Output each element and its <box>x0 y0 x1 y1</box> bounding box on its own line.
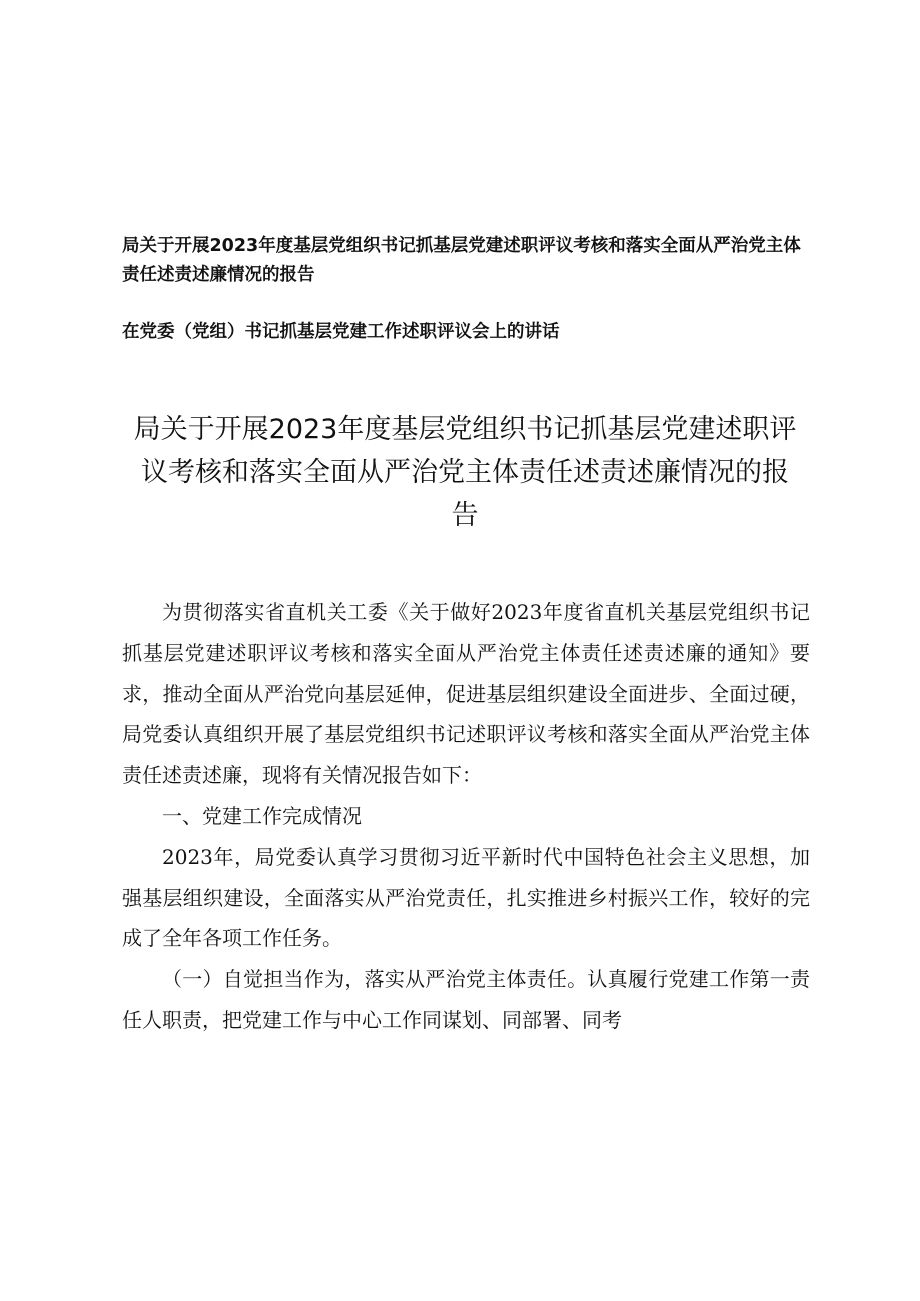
document-body <box>122 592 810 1041</box>
intro-paragraph: 为贯彻落实省直机关工委《关于做好2023年度省直机关基层党组织书记抓基层党建述职评议考核和落实全面从严治党主体责任述责述廉的通知》要求，推动全面从严治党向基层延伸，促进基层组织建设全面进步、全面过硬，局党委认真组织开展了基层党组织书记述职评议考核和落实全面从严治党主体责任述责述廉，现将有关情况报告如下： <box>122 600 810 788</box>
subsection-paragraph: （一）自觉担当作为，落实从严治党主体责任。认真履行党建工作第一责任人职责，把党建工作与中心工作同谋划、同部署、同考 <box>122 967 810 1032</box>
section-heading: 一、党建工作完成情况 <box>162 803 362 828</box>
toc-item-report: 局关于开展2023年度基层党组织书记抓基层党建述职评议考核和落实全面从严治党主体责任述责述廉情况的报告 <box>122 236 801 285</box>
toc-item-speech: 在党委（党组）书记抓基层党建工作述职评议会上的讲话 <box>122 322 560 342</box>
section-paragraph: 2023年，局党委认真学习贯彻习近平新时代中国特色社会主义思想，加强基层组织建设，全面落实从严治党责任，扎实推进乡村振兴工作，较好的完成了全年各项工作任务。 <box>122 844 810 951</box>
document-title: 局关于开展2023年度基层党组织书记抓基层党建述职评议考核和落实全面从严治党主体责任述责述廉情况的报告 <box>133 414 797 531</box>
